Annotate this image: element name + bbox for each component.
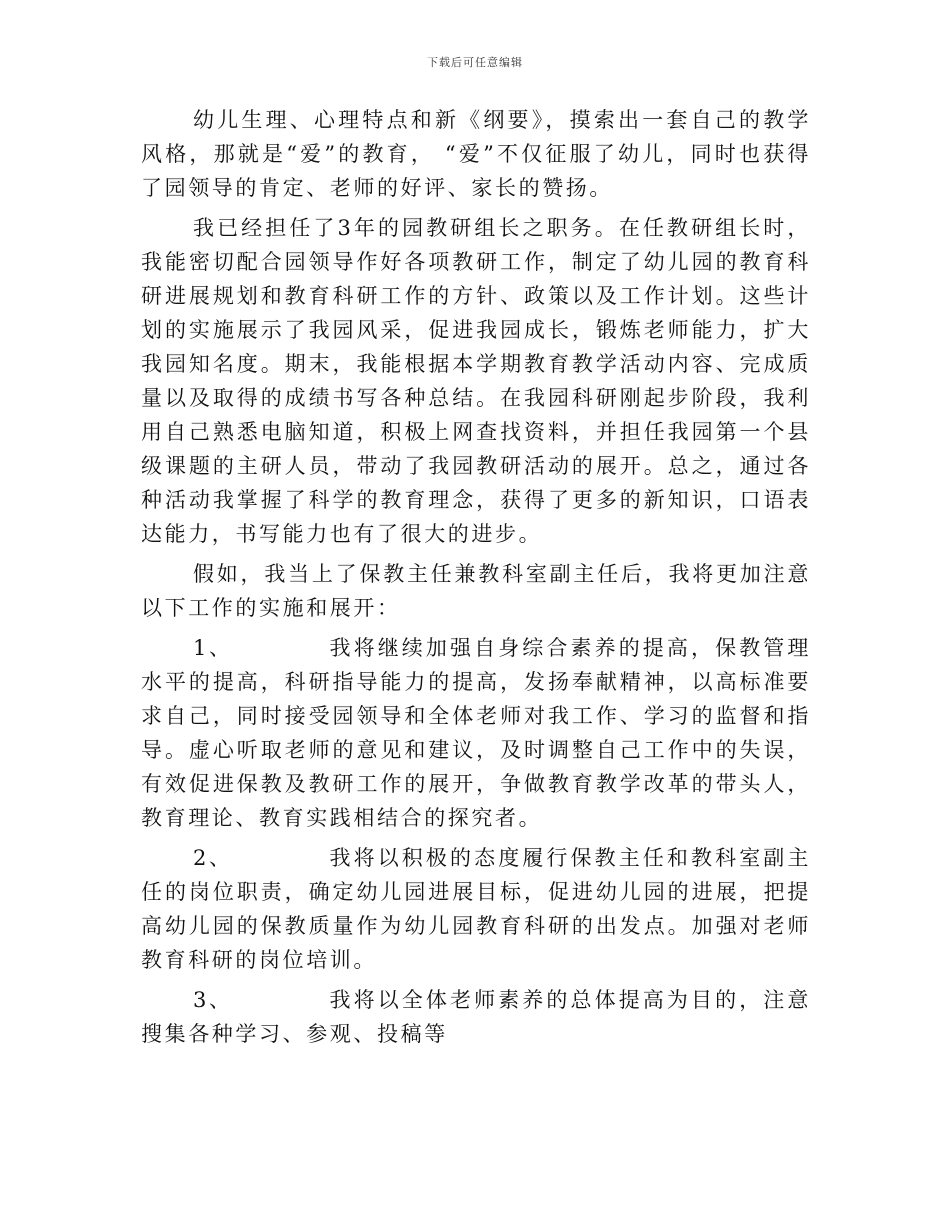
list-item-text: 我将以积极的态度履行保教主任和教科室副主任的岗位职责，确定幼儿园进展目标，促进幼儿园的进展，把提高幼儿园的保教质量作为幼儿园教育科研的出发点。加强对老师教育科研的岗位培训。	[141, 846, 811, 972]
list-item-text: 我将以全体老师素养的总体提高为目的，注意搜集各种学习、参观、投稿等	[141, 988, 811, 1046]
paragraph: 幼儿生理、心理特点和新《纲要》，摸索出一套自己的教学风格，那就是“爱”的教育， “爱”不仅征服了幼儿，同时也获得了园领导的肯定、老师的好评、家长的赞扬。	[141, 108, 811, 200]
list-item	[141, 983, 811, 1051]
paragraph: 我已经担任了3年的园教研组长之职务。在任教研组长时，我能密切配合园领导作好各项教研工作，制定了幼儿园的教育科研进展规划和教育科研工作的方针、政策以及工作计划。这些计划的实施展示了我园风采，促进我园成长，锻炼老师能力，扩大我园知名度。期末，我能根据本学期教育教学活动内容、完成质量以及取得的成绩书写各种总结。在我园科研刚起步阶段，我利用自己熟悉电脑知道，积极上网查找资料，并担任我园第一个县级课题的主研人员，带动了我园教研活动的展开。总之，通过各种活动我掌握了科学的教育理念，获得了更多的新知识，口语表达能力，书写能力也有了很大的进步。	[141, 216, 811, 546]
list-item-number: 3、	[193, 988, 233, 1012]
page-header: 下载后可任意编辑	[427, 56, 523, 69]
list-item-text: 我将继续加强自身综合素养的提高，保教管理水平的提高，科研指导能力的提高，发扬奉献精神，以高标准要求自己，同时接受园领导和全体老师对我工作、学习的监督和指导。虚心听取老师的意见和建议，及时调整自己工作中的失误，有效促进保教及教研工作的展开，争做教育教学改革的带头人，教育理论、教育实践相结合的探究者。	[141, 636, 811, 830]
document-body	[141, 103, 811, 1051]
list-item	[141, 841, 811, 977]
list-item	[141, 631, 811, 835]
paragraph: 假如，我当上了保教主任兼教科室副主任后，我将更加注意以下工作的实施和展开：	[141, 562, 811, 620]
list-item-number: 1、	[193, 636, 233, 660]
list-item-number: 2、	[193, 846, 233, 870]
